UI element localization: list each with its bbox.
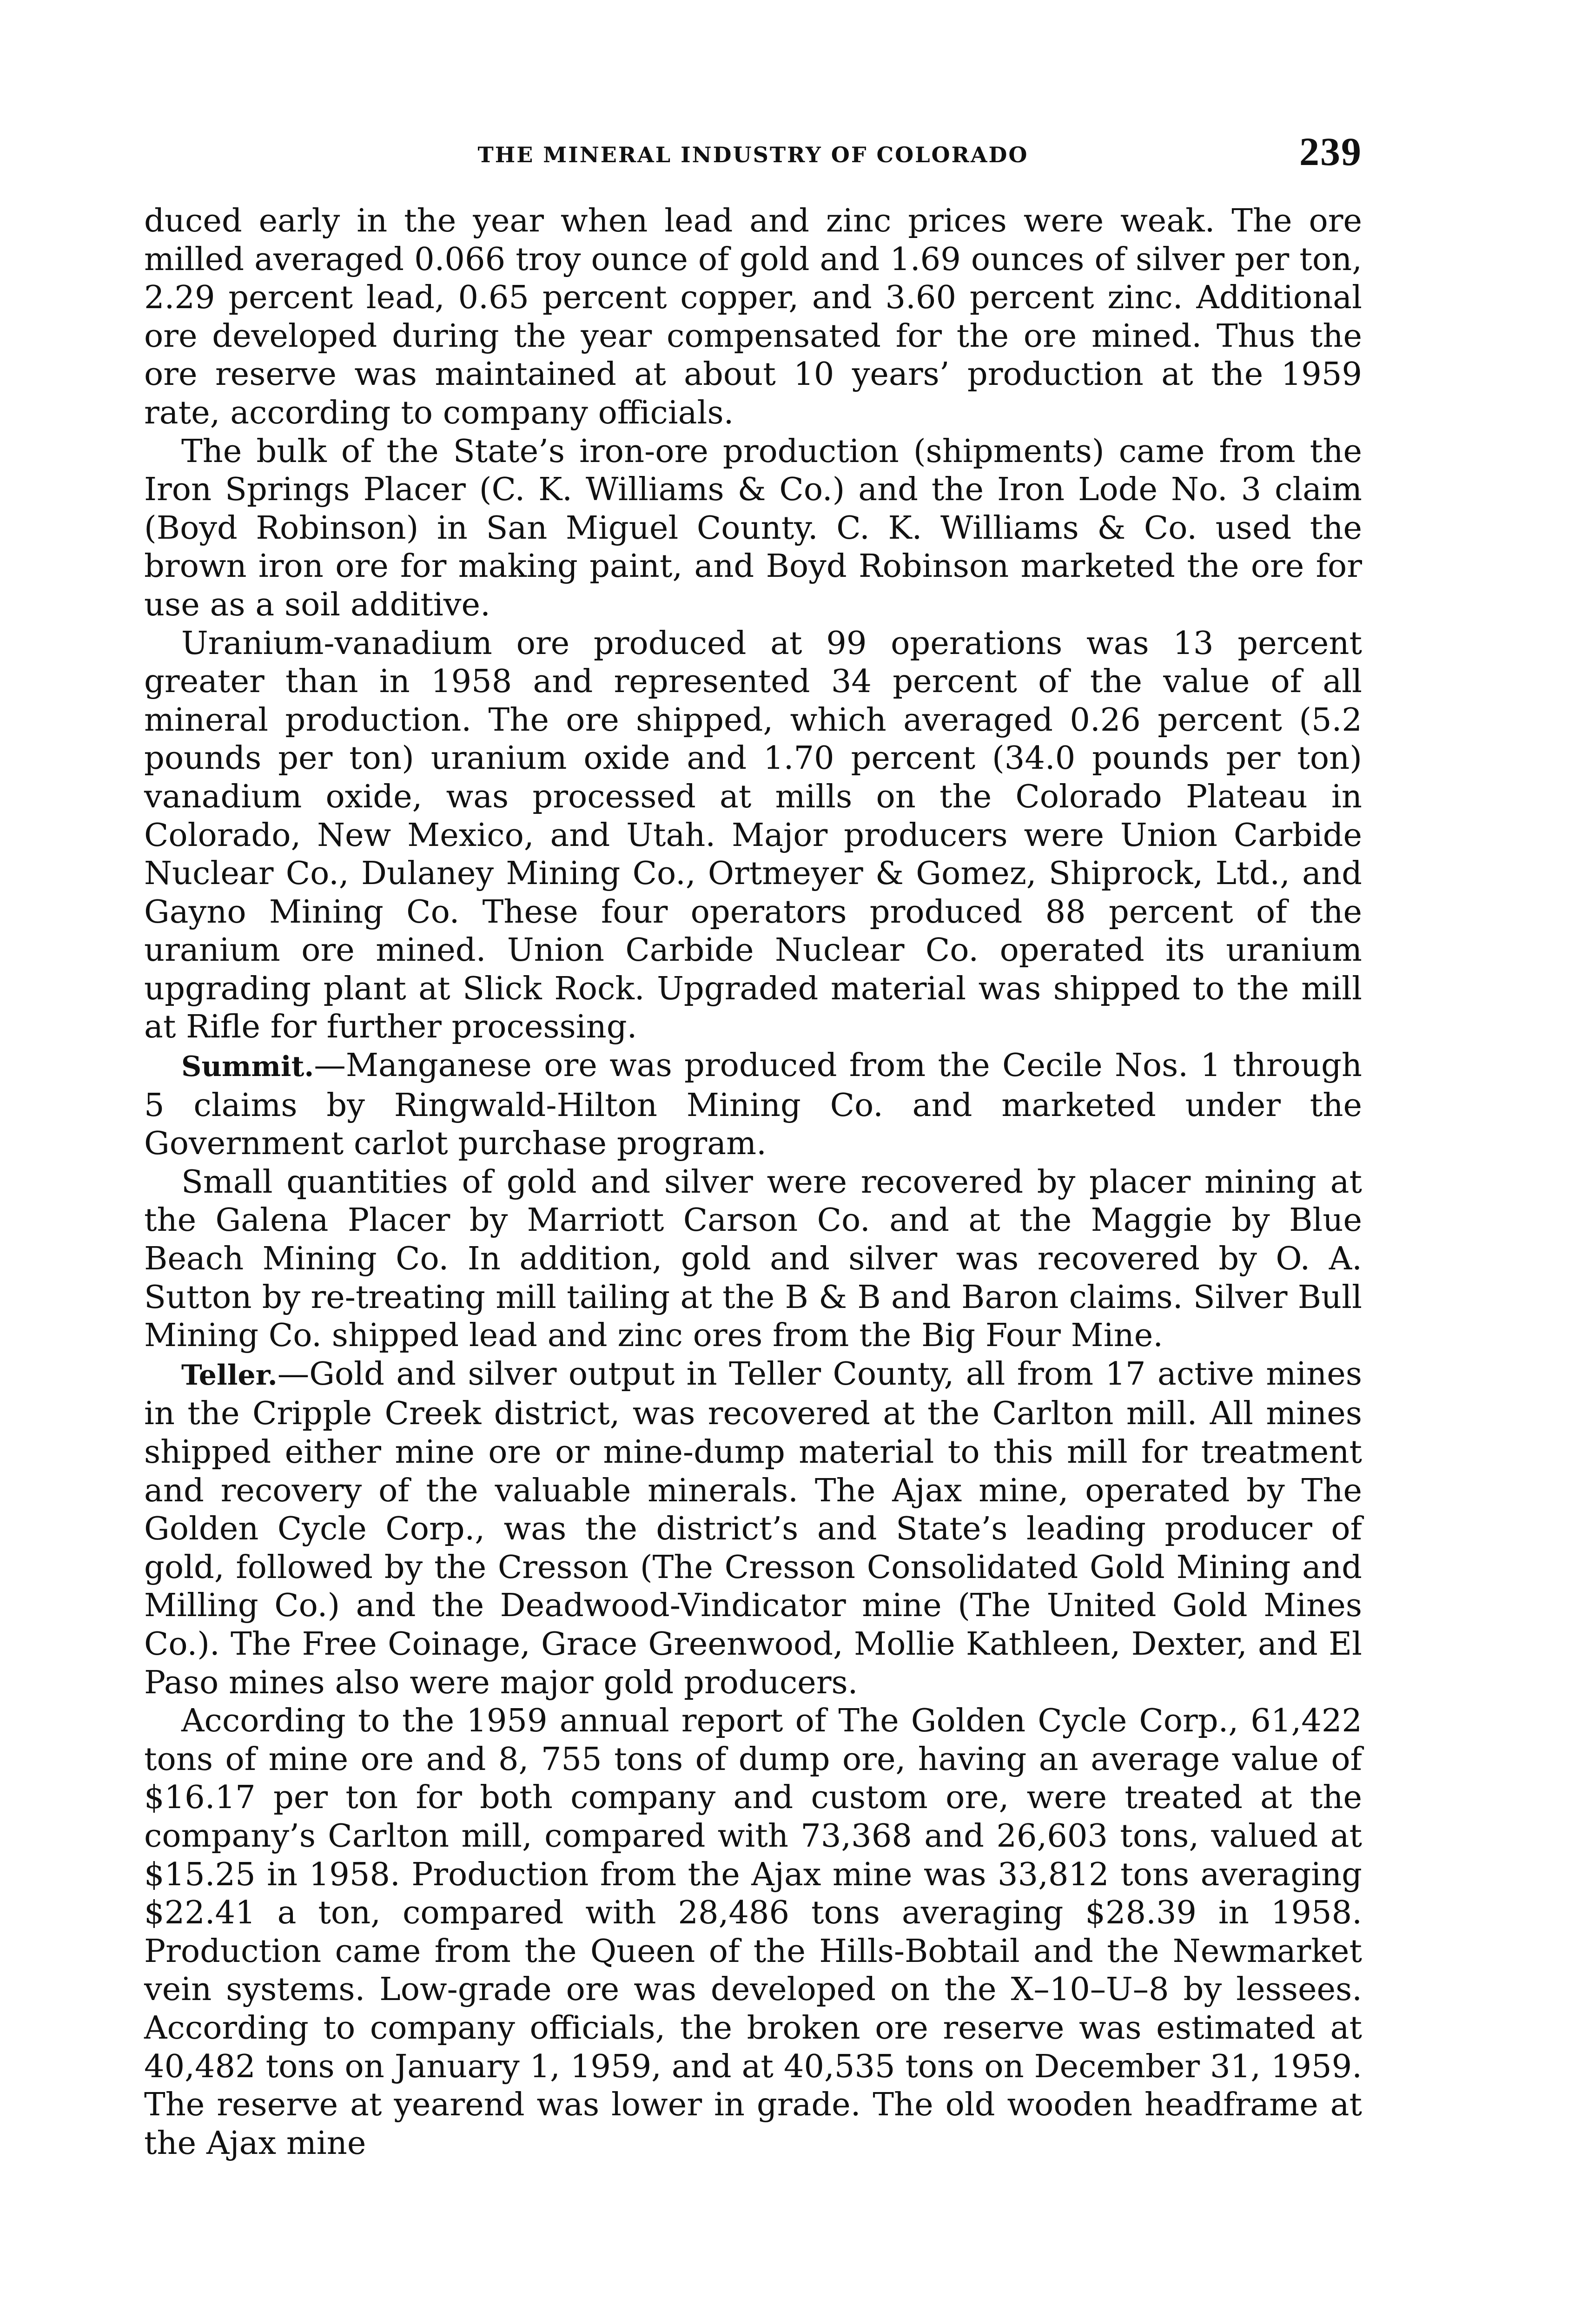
paragraph-continuation — [144, 202, 1362, 432]
paragraph-text: —Gold and silver output in Teller County, all from 17 active mines in the Cripple Creek district, was recovered at the Carlton mill. All mines shipped either mine ore or mine-dump material to this mill for treatment and recovery of the valuable minerals. The Ajax mine, operated by The Golden Cycle Corp., was the district’s and State’s leading producer of gold, followed by the Cresson (The Cresson Consolidated Gold Mining and Milling Co.) and the Deadwood-Vindicator mine (The United Gold Mines Co.). The Free Coinage, Grace Greenwood, Mollie Kathleen, Dexter, and El Paso mines also were major gold producers. — [144, 1355, 1362, 1701]
run-in-heading: Summit. — [181, 1050, 314, 1083]
paragraph-text: Uranium-vanadium ore produced at 99 operations was 13 percent greater than in 1958 and represented 34 percent of the value of all mineral production. The ore shipped, which averaged 0.26 percent (5.2 pounds per ton) uranium oxide and 1.70 percent (34.0 pounds per ton) vanadium oxide, was processed at mills on the Colorado Plateau in Colorado, New Mexico, and Utah. Major producers were Union Carbide Nuclear Co., Dulaney Mining Co., Ortmeyer & Gomez, Shiprock, Ltd., and Gayno Mining Co. These four operators produced 88 percent of the uranium ore mined. Union Carbide Nuclear Co. operated its uranium upgrading plant at Slick Rock. Upgraded material was shipped to the mill at Rifle for further processing. — [144, 624, 1362, 1046]
run-in-heading: Teller. — [181, 1359, 278, 1392]
running-head-title: THE MINERAL INDUSTRY OF COLORADO — [477, 142, 1029, 167]
paragraph-summit — [144, 1046, 1362, 1163]
paragraph-iron-ore — [144, 432, 1362, 624]
running-head — [144, 125, 1362, 191]
paragraph-text: duced early in the year when lead and zinc prices were weak. The ore milled averaged 0.066 troy ounce of gold and 1.69 ounces of silver per ton, 2.29 percent lead, 0.65 percent copper, and 3.60 percent zinc. Additional ore developed during the year compensated for the ore mined. Thus the ore reserve was maintained at about 10 years’ production at the 1959 rate, according to company officials. — [144, 202, 1362, 431]
paragraph-placer-mining — [144, 1163, 1362, 1355]
paragraph-golden-cycle-report — [144, 1702, 1362, 2162]
paragraph-text: According to the 1959 annual report of The Golden Cycle Corp., 61,422 tons of mine ore and 8, 755 tons of dump ore, having an average value of $16.17 per ton for both company and custom ore, were treated at the company’s Carlton mill, compared with 73,368 and 26,603 tons, valued at $15.25 in 1958. Production from the Ajax mine was 33,812 tons averaging $22.41 a ton, compared with 28,486 tons averaging $28.39 in 1958. Production came from the Queen of the Hills-Bobtail and the Newmarket vein systems. Low-grade ore was developed on the X–10–U–8 by lessees. According to company officials, the broken ore reserve was estimated at 40,482 tons on January 1, 1959, and at 40,535 tons on December 31, 1959. The reserve at yearend was lower in grade. The old wooden headframe at the Ajax mine — [144, 1702, 1362, 2162]
paragraph-text: —Manganese ore was produced from the Cecile Nos. 1 through 5 claims by Ringwald-Hilton Mining Co. and marketed under the Government carlot purchase program. — [144, 1047, 1362, 1162]
page-number: 239 — [1299, 129, 1362, 174]
paragraph-teller — [144, 1355, 1362, 1702]
page — [144, 125, 1362, 2162]
body-text — [144, 202, 1362, 2162]
paragraph-text: The bulk of the State’s iron-ore production (shipments) came from the Iron Springs Placer (C. K. Williams & Co.) and the Iron Lode No. 3 claim (Boyd Robinson) in San Miguel County. C. K. Williams & Co. used the brown iron ore for making paint, and Boyd Robinson marketed the ore for use as a soil additive. — [144, 432, 1362, 623]
paragraph-text: Small quantities of gold and silver were recovered by placer mining at the Galena Placer by Marriott Carson Co. and at the Maggie by Blue Beach Mining Co. In addition, gold and silver was recovered by O. A. Sutton by re-treating mill tailing at the B & B and Baron claims. Silver Bull Mining Co. shipped lead and zinc ores from the Big Four Mine. — [144, 1163, 1362, 1354]
paragraph-uranium-vanadium — [144, 624, 1362, 1047]
